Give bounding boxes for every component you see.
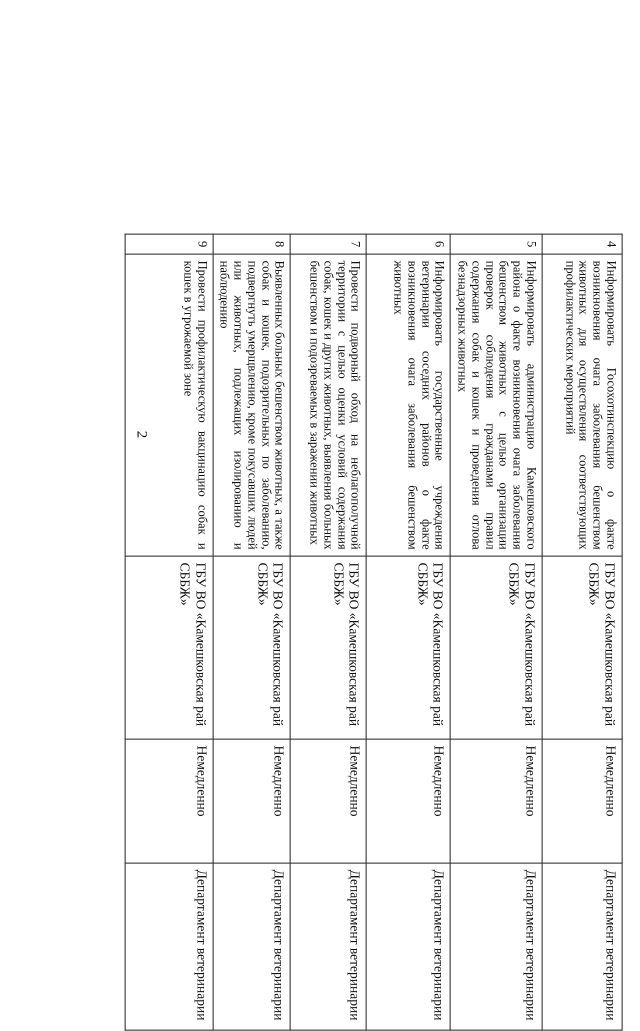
table-row <box>451 234 543 1030</box>
table-row <box>125 234 213 1030</box>
table-row <box>542 234 622 1030</box>
responsible-cell: Департамент ветеринарии <box>291 863 367 1030</box>
organization-cell: ГБУ ВО «Камешковская рай СББЖ» <box>125 556 213 739</box>
table-row <box>367 234 451 1030</box>
organization-cell: ГБУ ВО «Камешковская рай СББЖ» <box>291 556 367 739</box>
row-number: 6 <box>367 234 451 254</box>
term-cell: Немедленно <box>125 739 213 863</box>
term-cell: Немедленно <box>367 739 451 863</box>
row-number: 7 <box>291 234 367 254</box>
responsible-cell: Департамент ветеринарии <box>542 863 622 1030</box>
row-number: 8 <box>213 234 291 254</box>
responsible-cell: Департамент ветеринарии <box>367 863 451 1030</box>
responsible-cell: Департамент ветеринарии <box>125 863 213 1030</box>
action-cell: Информировать Госохотинспекцию о факте возникновения очага заболевания бешенством животных для осуществления соответствующих профилактических мероприятий <box>542 254 622 556</box>
measures-table <box>124 234 622 1031</box>
row-number: 4 <box>542 234 622 254</box>
action-cell: Информировать государственные учреждения ветеринарии соседних районов о факте возникновения очага заболевания бешенством животных <box>367 254 451 556</box>
organization-cell: ГБУ ВО «Камешковская рай СББЖ» <box>451 556 543 739</box>
row-number: 5 <box>451 234 543 254</box>
row-number: 9 <box>125 234 213 254</box>
term-cell: Немедленно <box>451 739 543 863</box>
action-cell: Информировать администрацию Камешковского района о факте возникновения очага заболевания бешенством животных с целью организации проверок соблюдения гражданами правил содержания собак и кошек и проведения отлова безнадзорных животных <box>451 254 543 556</box>
responsible-cell: Департамент ветеринарии <box>451 863 543 1030</box>
organization-cell: ГБУ ВО «Камешковская рай СББЖ» <box>542 556 622 739</box>
term-cell: Немедленно <box>213 739 291 863</box>
action-cell: Выявленных больных бешенством животных, а также собак и кошек, подозрительных по заболеванию, подвергнуть умерщвлению, кроме покусавших людей или животных, подлежащих изолированию и наблюдению <box>213 254 291 556</box>
organization-cell: ГБУ ВО «Камешковская рай СББЖ» <box>367 556 451 739</box>
table-row <box>213 234 291 1030</box>
action-cell: Провести профилактическую вакцинацию собак и кошек в угрожаемой зоне <box>125 254 213 556</box>
term-cell: Немедленно <box>542 739 622 863</box>
responsible-cell: Департамент ветеринарии <box>213 863 291 1030</box>
organization-cell: ГБУ ВО «Камешковская рай СББЖ» <box>213 556 291 739</box>
table-row <box>291 234 367 1030</box>
term-cell: Немедленно <box>291 739 367 863</box>
page-number: 2 <box>133 430 150 439</box>
action-cell: Провести подворный обход на неблагополучной территории с целью оценки условий содержания собак, кошек и других животных, выявления больных бешенством и подозреваемых в заражении животных <box>291 254 367 556</box>
